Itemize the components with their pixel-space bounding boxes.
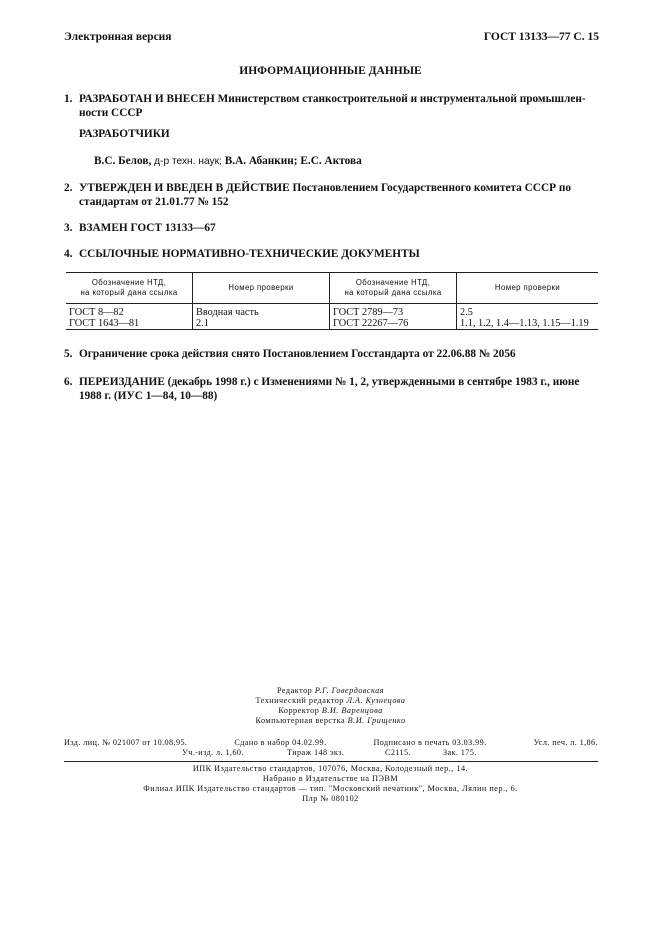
pub-order: Зак. 175. bbox=[443, 748, 477, 757]
developer-name-1: В.С. Белов, bbox=[94, 155, 152, 167]
section-1 bbox=[64, 92, 604, 120]
section-6-line1: ПЕРЕИЗДАНИЕ (декабрь 1998 г.) с Изменениями № 1, 2, утвержденными в сентябре 1983 г., июне bbox=[79, 376, 580, 388]
credit-editor bbox=[0, 686, 661, 696]
section-5-text: Ограничение срока действия снято Постановлением Госстандарта от 22.06.88 № 2056 bbox=[79, 348, 516, 360]
credit-label: Технический редактор bbox=[255, 696, 344, 705]
credits-block bbox=[0, 686, 661, 726]
credit-label: Корректор bbox=[278, 706, 320, 715]
credit-tech-editor bbox=[0, 696, 661, 706]
cell-text: ГОСТ 1643—81 bbox=[69, 318, 140, 329]
header-left: Электронная версия bbox=[64, 31, 172, 43]
table-header-designation-1 bbox=[66, 273, 193, 304]
cell-text: ГОСТ 2789—73 bbox=[333, 307, 404, 318]
section-2 bbox=[64, 181, 604, 209]
publisher-line: Филиал ИПК Издательство стандартов — тип. "Московский печатник", Москва, Лялин пер., 6. bbox=[143, 784, 518, 793]
cell-text: Вводная часть bbox=[196, 307, 259, 318]
pub-edit-sheets: Уч.-изд. л. 1,60. bbox=[182, 748, 244, 757]
table-cell bbox=[457, 304, 599, 330]
section-2-line2: стандартам от 21.01.77 № 152 bbox=[79, 196, 229, 208]
publisher-line: Набрано в Издательстве на ПЭВМ bbox=[262, 774, 399, 783]
table-header-row bbox=[66, 273, 598, 304]
table-cell bbox=[66, 304, 193, 330]
table-header-check-2: Номер проверки bbox=[457, 273, 599, 304]
pub-typeset-date: Сдано в набор 04.02.99. bbox=[234, 738, 327, 747]
table-cell bbox=[193, 304, 330, 330]
table-header-check-1: Номер проверки bbox=[193, 273, 330, 304]
section-6-line2: 1988 г. (ИУС 1—84, 10—88) bbox=[79, 390, 218, 402]
section-6 bbox=[64, 375, 609, 403]
credit-proofreader bbox=[0, 706, 661, 716]
section-3 bbox=[64, 221, 216, 235]
table-cell bbox=[330, 304, 457, 330]
section-1-line1: РАЗРАБОТАН И ВНЕСЕН Министерством станкостроительной и инструментальной промышлен- bbox=[79, 93, 586, 105]
publication-row-1 bbox=[64, 738, 598, 747]
table-header-designation-2 bbox=[330, 273, 457, 304]
developers-line bbox=[94, 155, 362, 167]
section-4-number: 4. bbox=[64, 248, 73, 260]
page-title: ИНФОРМАЦИОННЫЕ ДАННЫЕ bbox=[239, 65, 422, 77]
section-1-line2: ности СССР bbox=[79, 107, 143, 119]
section-2-number: 2. bbox=[64, 182, 73, 194]
cell-text: 2.1 bbox=[196, 318, 209, 329]
credit-label: Компьютерная верстка bbox=[255, 716, 346, 725]
section-2-line1: УТВЕРЖДЕН И ВВЕДЕН В ДЕЙСТВИЕ Постановлением Государственного комитета СССР по bbox=[79, 182, 571, 194]
developers-heading: РАЗРАБОТЧИКИ bbox=[79, 128, 170, 140]
section-3-text: ВЗАМЕН ГОСТ 13133—67 bbox=[79, 222, 216, 234]
publication-row-2 bbox=[64, 748, 598, 757]
pub-print-run: Тираж 148 экз. bbox=[287, 748, 345, 757]
section-6-number: 6. bbox=[64, 376, 73, 388]
references-table-wrap bbox=[66, 272, 598, 330]
publisher-block bbox=[0, 764, 661, 804]
publication-block bbox=[64, 738, 598, 757]
credit-layout bbox=[0, 716, 661, 726]
header-text: Обозначение НТД, bbox=[91, 278, 167, 287]
header-text: Обозначение НТД, bbox=[355, 278, 431, 287]
developer-names-2: В.А. Абанкин; Е.С. Актова bbox=[224, 155, 362, 167]
section-3-number: 3. bbox=[64, 222, 73, 234]
cell-text: 2.5 bbox=[460, 307, 473, 318]
table-row bbox=[66, 304, 598, 330]
section-5-number: 5. bbox=[64, 348, 73, 360]
references-table bbox=[66, 272, 598, 330]
divider bbox=[64, 761, 598, 762]
section-1-number: 1. bbox=[64, 93, 73, 105]
section-5 bbox=[64, 347, 516, 361]
cell-text: 1.1, 1.2, 1.4—1.13, 1.15—1.19 bbox=[460, 318, 589, 329]
credit-name: В.И. Варенцова bbox=[321, 706, 383, 715]
header-text: на который дана ссылка bbox=[344, 288, 442, 297]
pub-license: Изд. лиц. № 021007 от 10.08.95. bbox=[64, 738, 188, 747]
credit-name: Л.А. Кузнецова bbox=[346, 696, 406, 705]
header-right: ГОСТ 13133—77 С. 15 bbox=[483, 31, 599, 43]
publisher-line: Плр № 080102 bbox=[302, 794, 359, 803]
section-4 bbox=[64, 247, 420, 261]
credit-name: Р.Г. Говердовская bbox=[314, 686, 385, 695]
pub-print-date: Подписано в печать 03.03.99. bbox=[373, 738, 487, 747]
pub-code: C2115. bbox=[385, 748, 411, 757]
credit-label: Редактор bbox=[276, 686, 313, 695]
developer-degree: д-р техн. наук; bbox=[151, 156, 225, 167]
header-text: на который дана ссылка bbox=[80, 288, 178, 297]
credit-name: В.И. Грищенко bbox=[347, 716, 406, 725]
cell-text: ГОСТ 22267—76 bbox=[333, 318, 409, 329]
section-4-text: ССЫЛОЧНЫЕ НОРМАТИВНО-ТЕХНИЧЕСКИЕ ДОКУМЕНТЫ bbox=[79, 248, 420, 260]
cell-text: ГОСТ 8—82 bbox=[69, 307, 124, 318]
pub-print-sheets: Усл. печ. л. 1,86. bbox=[533, 738, 598, 747]
publisher-line: ИПК Издательство стандартов, 107076, Москва, Колодезный пер., 14. bbox=[192, 764, 469, 773]
